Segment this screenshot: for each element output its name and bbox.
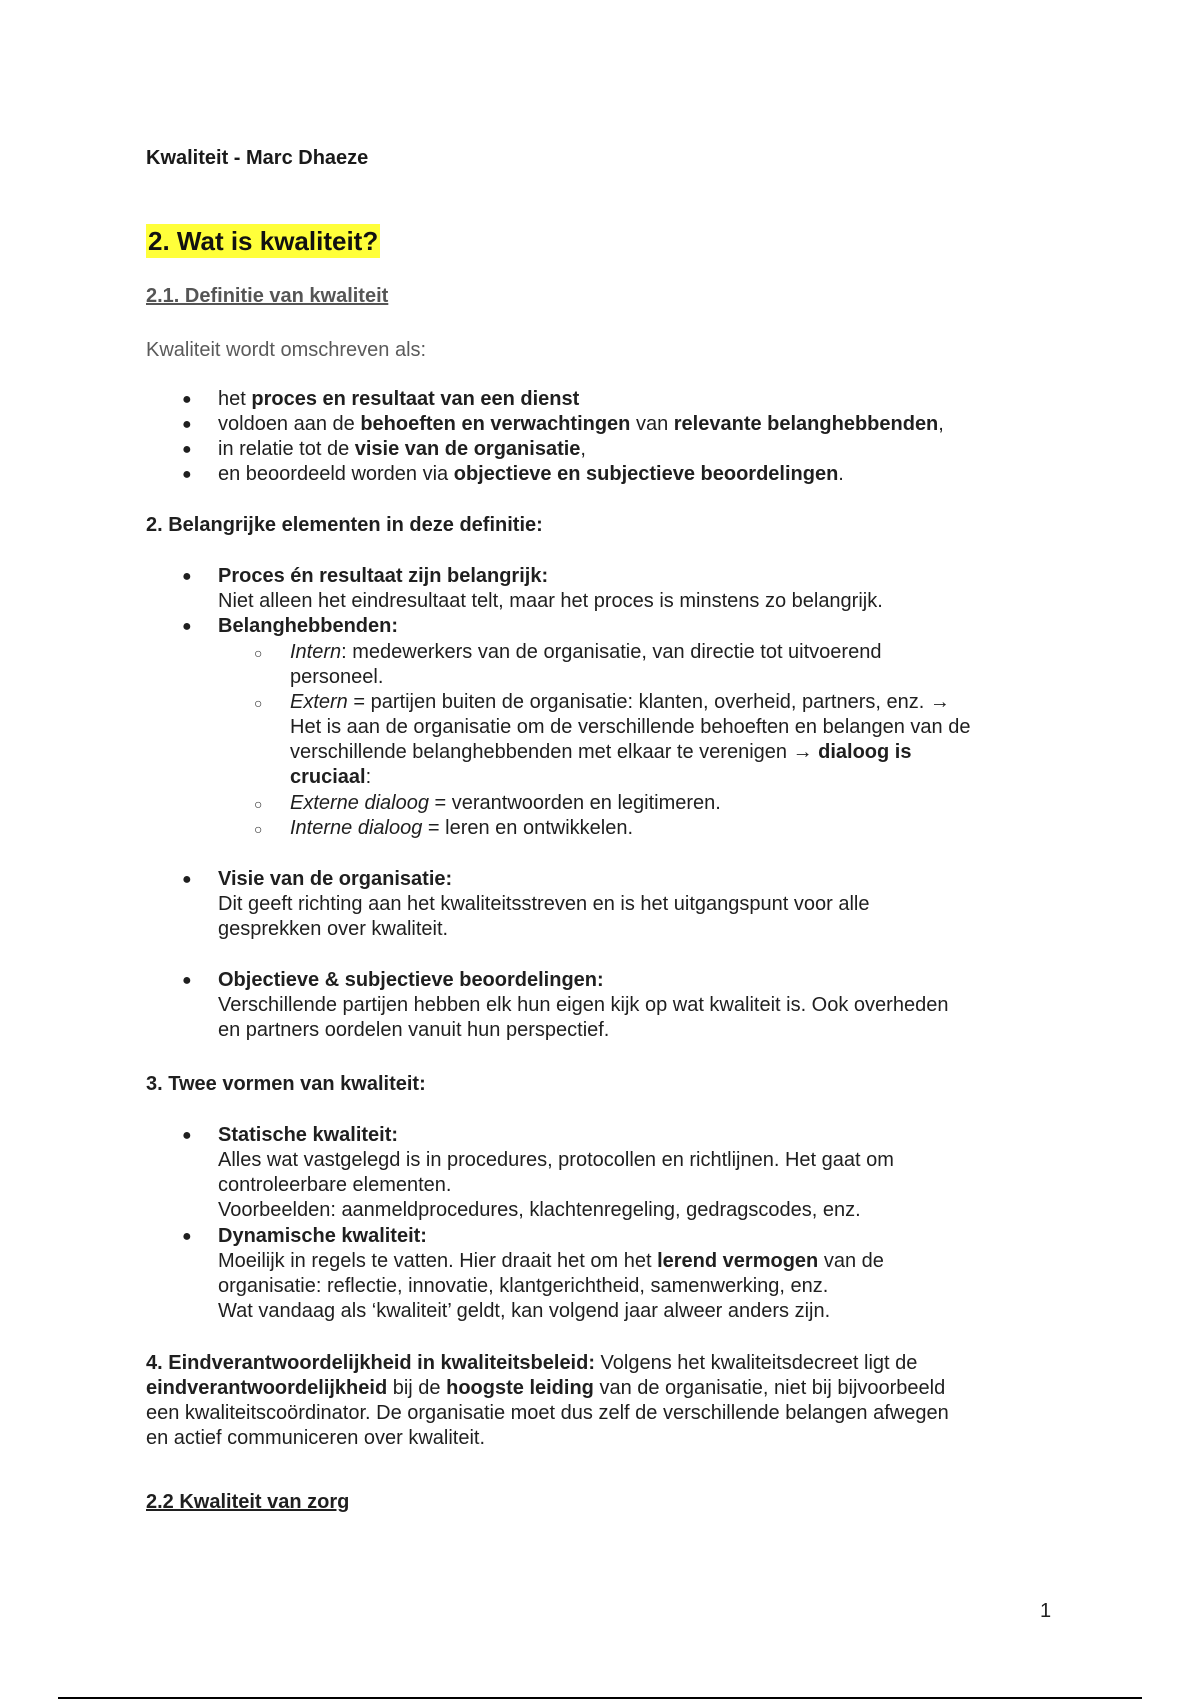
circle-bullet-icon: ○ xyxy=(254,821,263,837)
circle-bullet-icon: ○ xyxy=(254,645,263,661)
bullet-icon: ● xyxy=(182,618,192,635)
bullet-icon: ● xyxy=(182,568,192,585)
circle-bullet-icon: ○ xyxy=(254,695,263,711)
section-heading-elements: 2. Belangrijke elementen in deze definitie: xyxy=(146,514,543,536)
bullet-icon: ● xyxy=(182,1228,192,1245)
bullet-icon: ● xyxy=(182,391,192,408)
sub-heading-definition: 2.1. Definitie van kwaliteit xyxy=(146,285,389,307)
bullet-icon: ● xyxy=(182,466,192,483)
circle-bullet-icon: ○ xyxy=(254,796,263,812)
intro-text: Kwaliteit wordt omschreven als: xyxy=(146,339,427,361)
bullet-icon: ● xyxy=(182,441,192,458)
footer-divider xyxy=(58,1697,1142,1699)
bullet-icon: ● xyxy=(182,972,192,989)
sub-heading-care-quality: 2.2 Kwaliteit van zorg xyxy=(146,1491,350,1513)
bullet-icon: ● xyxy=(182,1127,192,1144)
main-heading: 2. Wat is kwaliteit? xyxy=(148,226,379,256)
section-heading-forms: 3. Twee vormen van kwaliteit: xyxy=(146,1073,426,1095)
document-title: Kwaliteit - Marc Dhaeze xyxy=(146,147,369,169)
bullet-icon: ● xyxy=(182,416,192,433)
bullet-icon: ● xyxy=(182,871,192,888)
page-number: 1 xyxy=(1040,1600,1052,1622)
